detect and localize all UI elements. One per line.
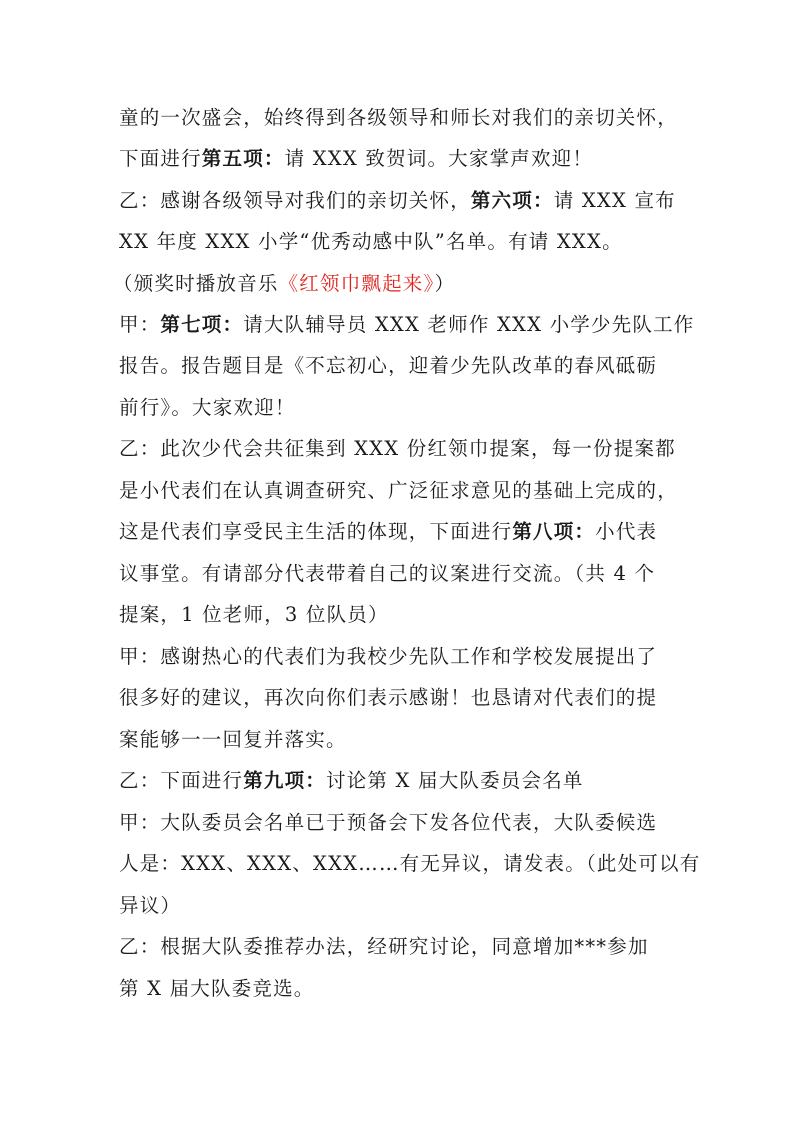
text-line-22	[119, 975, 314, 1003]
text-line-19	[119, 850, 700, 878]
text-segment: 异议）	[119, 894, 182, 917]
text-line-4	[119, 228, 623, 256]
text-segment: 下面进行	[119, 147, 202, 170]
text-segment: （颁奖时播放音乐	[113, 272, 279, 295]
text-segment: 乙：此次少代会共征集到 XXX 份红领巾提案，每一份提案都	[119, 437, 676, 460]
item-label-bold: 第七项：	[160, 313, 244, 336]
text-segment: 甲：	[119, 313, 161, 336]
text-segment: 提案，1 位老师，3 位队员）	[119, 603, 389, 626]
text-segment: 很多好的建议，再次向你们表示感谢！也恳请对代表们的提	[119, 686, 658, 709]
text-line-15	[119, 684, 657, 712]
text-segment: 报告。报告题目是《不忘初心，迎着少先队改革的春风砥砺	[119, 354, 658, 377]
text-line-21	[119, 933, 649, 961]
item-label-bold: 第六项：	[470, 189, 554, 212]
text-line-6	[119, 311, 695, 339]
text-segment: 是小代表们在认真调查研究、广泛征求意见的基础上完成的，	[119, 479, 678, 502]
text-line-10	[119, 477, 678, 505]
text-segment: 第 X 届大队委竞选。	[119, 977, 315, 1000]
text-segment: 人是：XXX、XXX、XXX……有无异议，请发表。（此处可以有	[119, 852, 701, 875]
text-line-1	[119, 104, 678, 132]
text-line-12	[119, 560, 655, 588]
item-label-bold: 第八项：	[512, 520, 596, 543]
text-segment: 这是代表们享受民主生活的体现，下面进行	[119, 520, 513, 543]
text-segment: 请大队辅导员 XXX 老师作 XXX 小学少先队工作	[243, 313, 695, 336]
text-line-11	[119, 518, 657, 546]
text-segment: 乙：感谢各级领导对我们的亲切关怀，	[119, 189, 471, 212]
text-segment: XX 年度 XXX 小学“优秀动感中队”名单。有请 XXX。	[119, 230, 623, 253]
text-segment: 童的一次盛会，始终得到各级领导和师长对我们的亲切关怀，	[119, 106, 678, 129]
text-segment: 甲：大队委员会名单已于预备会下发各位代表，大队委候选	[119, 811, 658, 834]
item-label-bold: 第五项：	[201, 147, 285, 170]
text-line-2	[119, 145, 593, 173]
text-line-14	[119, 643, 657, 671]
text-line-5	[113, 270, 455, 298]
text-segment: 前行》。大家欢迎！	[119, 396, 296, 419]
text-segment: 乙：根据大队委推荐办法，经研究讨论，同意增加***参加	[119, 935, 649, 958]
text-line-9	[119, 435, 676, 463]
text-line-8	[119, 394, 296, 422]
text-line-18	[119, 809, 657, 837]
text-line-16	[119, 726, 347, 754]
text-line-3	[119, 187, 676, 215]
text-segment: 议事堂。有请部分代表带着自己的议案进行交流。（共 4 个	[119, 562, 656, 585]
text-segment: 案能够一一回复并落实。	[119, 728, 347, 751]
song-title-red: 《红领巾飘起来》	[278, 272, 435, 295]
text-line-17	[119, 767, 584, 795]
text-segment: 乙：下面进行	[119, 769, 244, 792]
text-segment: 请 XXX 致贺词。大家掌声欢迎！	[284, 147, 594, 170]
text-segment: 小代表	[595, 520, 658, 543]
text-line-20	[119, 892, 181, 920]
text-line-7	[119, 352, 657, 380]
text-segment: 请 XXX 宣布	[553, 189, 676, 212]
text-line-13	[119, 601, 389, 629]
text-segment: 甲：感谢热心的代表们为我校少先队工作和学校发展提出了	[119, 645, 658, 668]
text-segment: 讨论第 X 届大队委员会名单	[326, 769, 584, 792]
item-label-bold: 第九项：	[243, 769, 327, 792]
text-segment: ）	[434, 272, 456, 295]
